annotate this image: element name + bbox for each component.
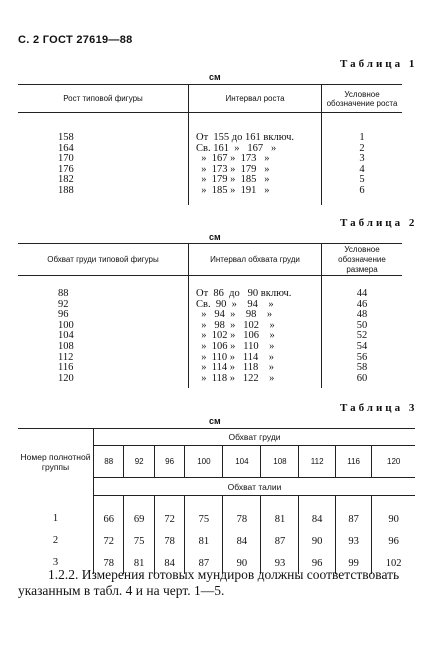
table3-waist-value: 93 [261,552,299,574]
table3-sub-header: Обхват талии [94,478,416,496]
table3-waist-value: 75 [185,496,223,531]
paragraph-line2: указанным в табл. 4 и на черт. 1—5. [18,583,225,598]
table2-cell-size: 58 [356,362,368,374]
table2-col-chest [18,276,189,389]
table3-chest-value: 108 [261,446,299,478]
table3-waist-value: 87 [185,552,223,574]
table1-cell-code: 6 [359,184,365,196]
table3-group-number: 1 [52,512,59,524]
table2-cell-interval: » 106 » 110 » [196,340,275,352]
table3-waist-value: 96 [372,530,415,552]
table2-cell-size: 60 [356,372,368,384]
table3-group-number: 3 [52,557,59,568]
table3-waist-value: 87 [261,530,299,552]
table1-cell-height: 164 [58,142,74,154]
table2-cell-interval: » 102 » 106 » [196,330,275,342]
table3-chest-value: 100 [185,446,223,478]
table1-cell-interval: » 167 » 173 » [196,153,270,165]
table2-header-chest: Обхват груди типовой фигуры [18,244,189,276]
table3-waist-value: 90 [299,530,335,552]
table2-cell-interval: » 94 » 98 » [196,309,273,321]
table2-cell-chest: 88 [58,288,69,299]
table1-col-height [18,113,189,205]
table3 [18,428,415,574]
table3-chest-value: 92 [124,446,154,478]
table1-cell-interval: Св. 161 » 167 » [196,142,277,154]
table2 [18,243,402,388]
table2-cell-interval: » 118 » 122 » [196,372,275,384]
table1-col-code [322,113,403,205]
table1-cell-code: 2 [359,142,365,154]
page-header: С. 2 ГОСТ 27619—88 [18,34,133,46]
table2-cell-chest: 112 [58,351,74,363]
table3-waist-value: 81 [124,552,154,574]
table3-chest-value: 116 [335,446,371,478]
table1-cell-interval: » 173 » 179 » [196,163,270,175]
table1 [18,84,402,205]
table3-unit: см [209,416,221,426]
table2-header-interval: Интервал обхвата груди [189,244,322,276]
table2-cell-interval: » 98 » 102 » [196,319,275,331]
table3-chest-value: 96 [154,446,184,478]
table2-cell-size: 54 [356,340,368,352]
table3-waist-value: 78 [223,496,261,531]
table3-waist-value: 87 [335,496,371,531]
table2-unit: см [209,232,221,242]
table3-waist-value: 75 [124,530,154,552]
table2-cell-size: 48 [356,309,368,321]
table1-cell-code: 4 [359,163,365,175]
table1-cell-code: 1 [359,132,365,143]
table2-cell-size: 52 [356,330,368,342]
table3-waist-value: 84 [299,496,335,531]
table2-col-size [322,276,403,389]
table1-cell-code: 3 [359,153,365,165]
table3-waist-value: 66 [94,496,124,531]
table3-group-number: 2 [52,535,59,546]
table1-cell-interval: » 179 » 185 » [196,174,270,186]
table2-cell-interval: Св. 90 » 94 » [196,298,274,310]
table3-waist-value: 72 [154,496,184,531]
table1-header-code: Условное обозначение роста [322,85,403,113]
table1-cell-interval: От 155 до 161 включ. [196,132,295,143]
table3-waist-value: 90 [223,552,261,574]
table3-waist-value: 93 [335,530,371,552]
table3-chest-value: 104 [223,446,261,478]
table2-cell-chest: 96 [58,309,69,321]
table3-waist-value: 72 [94,530,124,552]
table2-cell-interval: От 86 до 90 включ. [196,288,292,299]
table2-cell-chest: 92 [58,298,69,310]
table1-cell-height: 158 [58,132,74,143]
table2-cell-size: 44 [356,288,368,299]
table1-cell-code: 5 [359,174,365,186]
table1-header-interval: Интервал роста [189,85,322,113]
table2-cell-interval: » 110 » 114 » [196,351,274,363]
table1-cell-interval: » 185 » 191 » [196,184,270,196]
table1-cell-height: 188 [58,184,74,196]
table2-header-size: Условное обозначение размера [322,244,403,276]
table1-col-interval [189,113,322,205]
table3-waist-value: 96 [299,552,335,574]
table3-chest-value: 120 [372,446,415,478]
table2-cell-interval: » 114 » 118 » [196,362,274,374]
table3-waist-value: 78 [94,552,124,574]
table2-cell-size: 56 [356,351,368,363]
table3-chest-value: 112 [299,446,335,478]
table1-unit: см [209,72,221,82]
table2-cell-chest: 100 [58,319,74,331]
table3-waist-value: 102 [372,552,415,574]
table3-waist-value: 81 [185,530,223,552]
table2-cell-size: 50 [356,319,368,331]
table1-cell-height: 170 [58,153,74,165]
table2-title: Таблица 2 [340,217,418,229]
table2-cell-chest: 116 [58,362,74,374]
table3-waist-value: 78 [154,530,184,552]
table1-cell-height: 182 [58,174,74,186]
table3-group-header: Обхват груди [94,429,416,446]
table3-waist-value: 84 [223,530,261,552]
table3-waist-value: 69 [124,496,154,531]
table3-title: Таблица 3 [340,402,418,414]
table2-cell-size: 46 [356,298,368,310]
table2-cell-chest: 104 [58,330,74,342]
table2-cell-chest: 120 [58,372,74,384]
table2-col-interval [189,276,322,389]
table3-waist-value: 84 [154,552,184,574]
paragraph-line1: 1.2.2. Измерения готовых мундиров должны соответствовать [48,567,400,582]
table3-waist-value: 81 [261,496,299,531]
table1-cell-height: 176 [58,163,74,175]
table1-title: Таблица 1 [340,58,418,70]
table3-chest-value: 88 [94,446,124,478]
table3-waist-value: 90 [372,496,415,531]
table3-waist-value: 99 [335,552,371,574]
table3-row-header: Номер полнотной группы [18,429,94,496]
table1-header-height: Рост типовой фигуры [18,85,189,113]
table2-cell-chest: 108 [58,340,74,352]
